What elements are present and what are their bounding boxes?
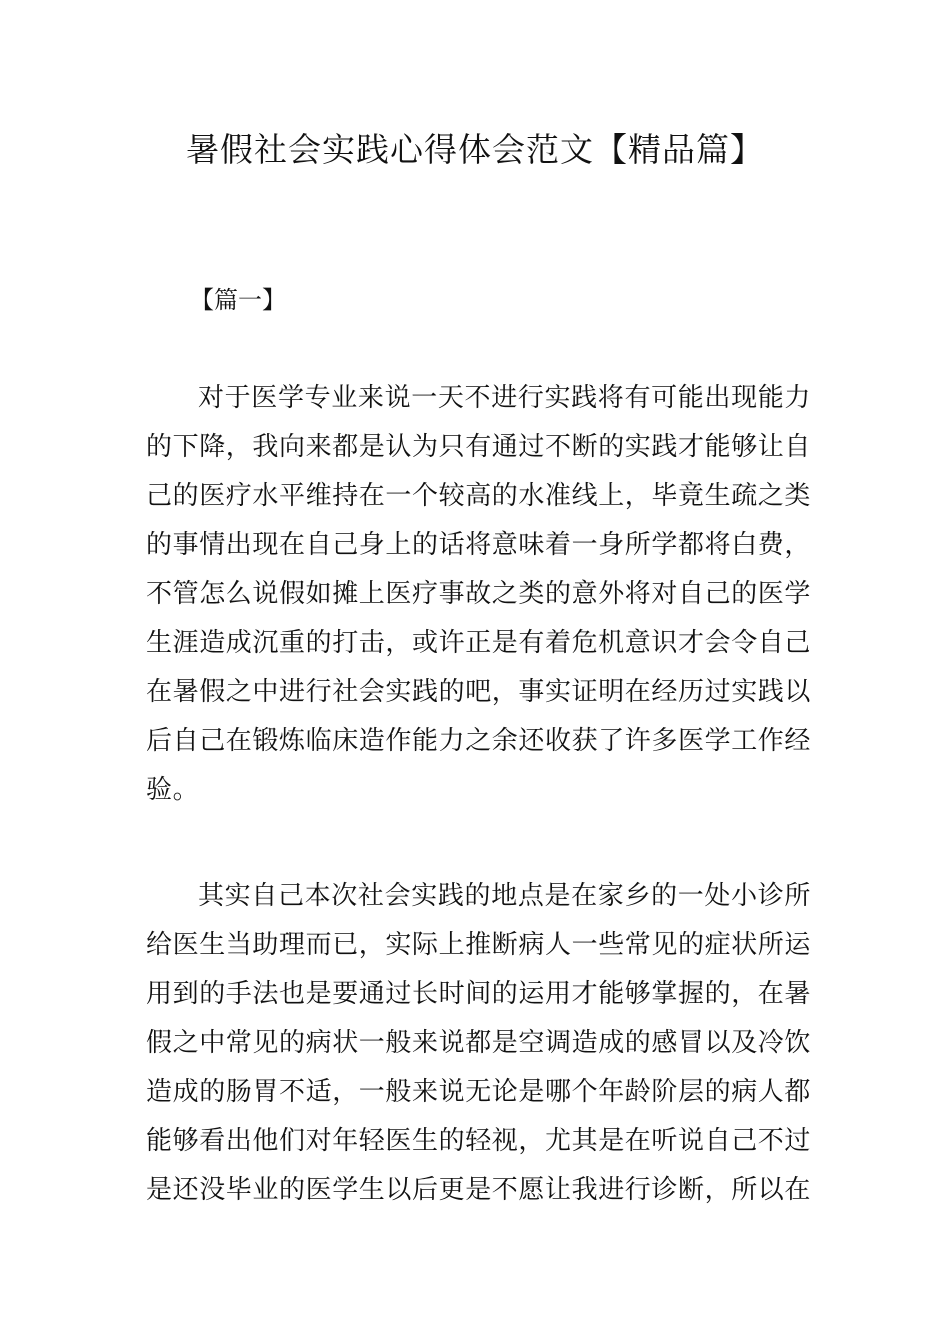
body-paragraph-1: 对于医学专业来说一天不进行实践将有可能出现能力的下降，我向来都是认为只有通过不断的实践才能够让自己的医疗水平维持在一个较高的水准线上，毕竟生疏之类的事情出现在自己身上的话将意味着一身所学都将白费，不管怎么说假如摊上医疗事故之类的意外将对自己的医学生涯造成沉重的打击，或许正是有着危机意识才会令自己在暑假之中进行社会实践的吧，事实证明在经历过实践以后自己在锻炼临床造作能力之余还收获了许多医学工作经验。: [146, 383, 812, 805]
document-title: 暑假社会实践心得体会范文【精品篇】: [186, 130, 764, 169]
section-heading: 【篇一】: [190, 286, 286, 314]
body-paragraph-2: 其实自己本次社会实践的地点是在家乡的一处小诊所给医生当助理而已，实际上推断病人一些常见的症状所运用到的手法也是要通过长时间的运用才能够掌握的，在暑假之中常见的病状一般来说都是空调造成的感冒以及冷饮造成的肠胃不适，一般来说无论是哪个年龄阶层的病人都能够看出他们对年轻医生的轻视，尤其是在听说自己不过是还没毕业的医学生以后更是不愿让我进行诊断，所以在: [146, 881, 812, 1205]
